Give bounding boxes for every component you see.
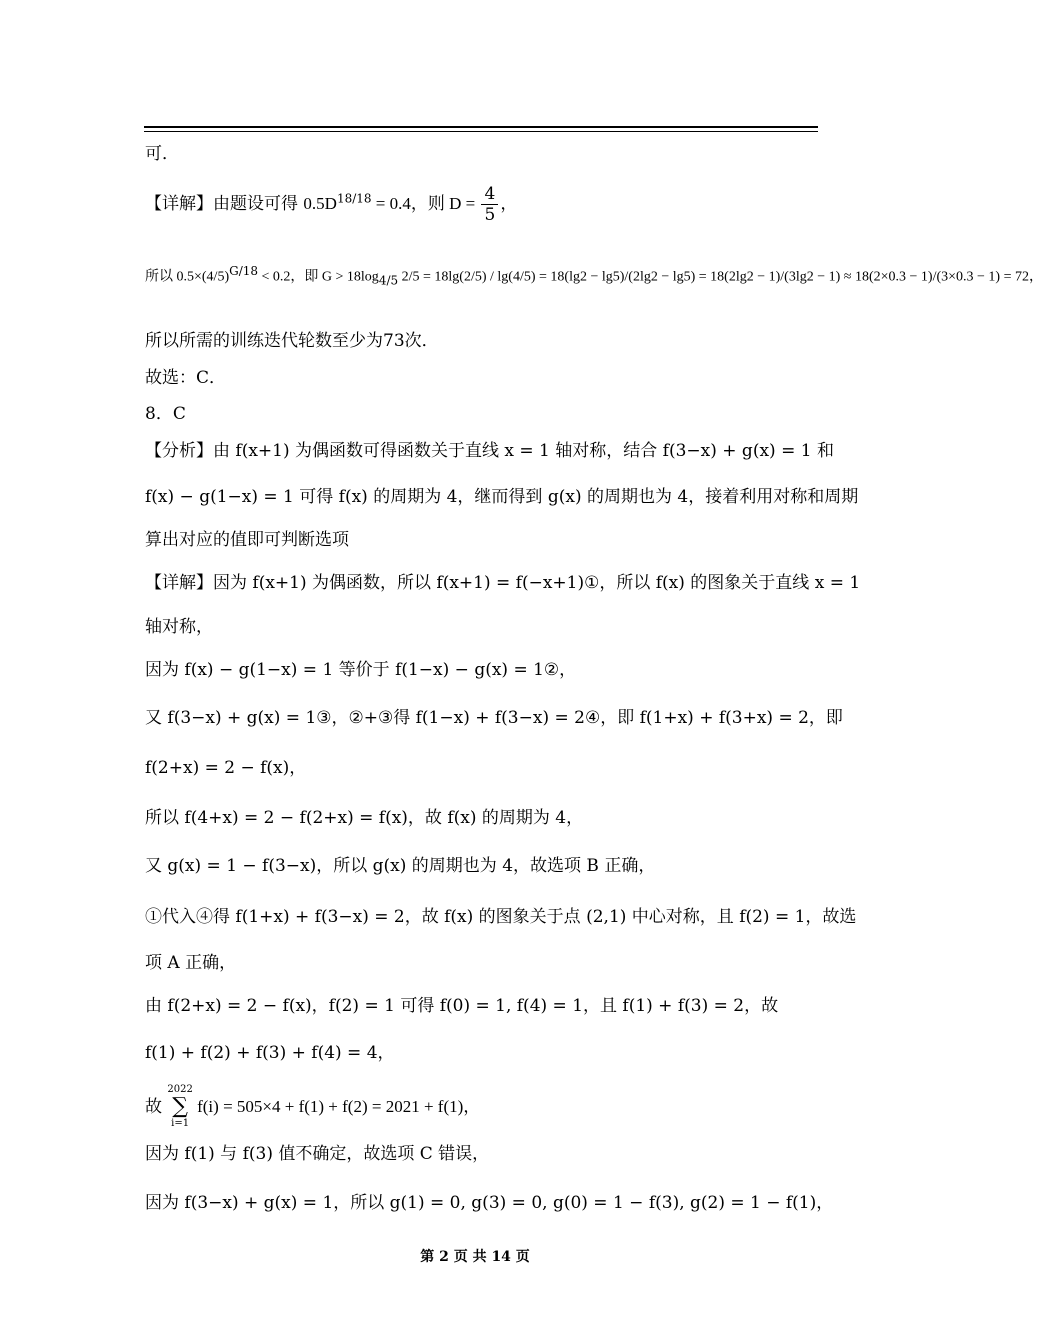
fraction bbox=[481, 184, 498, 225]
text-line: 因为 f(1) 与 f(3) 值不确定，故选项 C 错误， bbox=[145, 1144, 490, 1164]
math-span: 0.5D bbox=[303, 194, 337, 213]
math-span: 所以 0.5×(4/5) bbox=[145, 269, 230, 285]
text-line: 又 f(3−x) + g(x) = 1③，②+③得 f(1−x) + f(3−x) = 2④，即 f(1+x) + f(3+x) = 2，即 bbox=[145, 708, 843, 728]
math-superscript: G/18 bbox=[229, 264, 259, 278]
text-line: f(x) − g(1−x) = 1 可得 f(x) 的周期为 4，继而得到 g(x) 的周期也为 4，接着利用对称和周期 bbox=[145, 487, 859, 507]
text-line: 因为 f(x) − g(1−x) = 1 等价于 f(1−x) − g(x) = 1②， bbox=[145, 660, 577, 680]
text-line: 【详解】因为 f(x+1) 为偶函数，所以 f(x+1) = f(−x+1)①，所以 f(x) 的图象关于直线 x = 1 bbox=[145, 573, 861, 593]
text-line: 可． bbox=[145, 144, 179, 164]
fraction-numerator: 4 bbox=[481, 184, 498, 205]
text-line: 项 A 正确， bbox=[145, 953, 237, 973]
text-span: 【详解】由题设可得 bbox=[145, 194, 304, 214]
text-line bbox=[145, 1084, 480, 1130]
text-line: 8．C bbox=[145, 404, 186, 424]
sum-upper-limit: 2022 bbox=[167, 1084, 193, 1095]
text-line bbox=[145, 184, 517, 225]
header-rule-thick bbox=[144, 126, 818, 128]
header-rule-thin bbox=[144, 131, 818, 132]
text-span: ， bbox=[500, 194, 518, 214]
text-line: 又 g(x) = 1 − f(3−x)，所以 g(x) 的周期也为 4，故选项 B 正确， bbox=[145, 856, 656, 876]
text-span: 故 bbox=[145, 1097, 168, 1117]
text-line: f(1) + f(2) + f(3) + f(4) = 4， bbox=[145, 1043, 395, 1063]
math-superscript: 18/18 bbox=[336, 191, 372, 206]
summation bbox=[167, 1084, 192, 1130]
text-line: 所以 f(4+x) = 2 − f(2+x) = f(x)，故 f(x) 的周期为 4， bbox=[145, 808, 584, 828]
text-line: 因为 f(3−x) + g(x) = 1，所以 g(1) = 0, g(3) = 0, g(0) = 1 − f(3), g(2) = 1 − f(1)， bbox=[145, 1193, 834, 1213]
text-line: f(2+x) = 2 − f(x)， bbox=[145, 758, 307, 778]
sum-lower-limit: i=1 bbox=[171, 1118, 190, 1129]
math-span: f(i) = 505×4 + f(1) + f(2) = 2021 + f(1)， bbox=[192, 1097, 481, 1116]
text-line: 由 f(2+x) = 2 − f(x)，f(2) = 1 可得 f(0) = 1, f(4) = 1，且 f(1) + f(3) = 2，故 bbox=[145, 996, 779, 1016]
text-line: 算出对应的值即可判断选项 bbox=[145, 530, 349, 550]
text-line: 故选：C． bbox=[145, 368, 227, 388]
sum-symbol: ∑ bbox=[172, 1094, 188, 1119]
text-line: 轴对称， bbox=[145, 617, 213, 637]
text-line: ①代入④得 f(1+x) + f(3−x) = 2，故 f(x) 的图象关于点 (2,1) 中心对称，且 f(2) = 1，故选 bbox=[145, 907, 857, 927]
fraction-denominator: 5 bbox=[484, 205, 496, 225]
math-span: < 0.2，即 G > 18log bbox=[258, 269, 379, 285]
text-line: 【分析】由 f(x+1) 为偶函数可得函数关于直线 x = 1 轴对称，结合 f(3−x) + g(x) = 1 和 bbox=[145, 441, 834, 461]
page-footer: 第 2 页 共 14 页 bbox=[420, 1249, 530, 1265]
math-subscript: 4/5 bbox=[378, 273, 399, 288]
math-span: 2/5 = 18lg(2/5) / lg(4/5) = 18(lg2 − lg5)/(2lg2 − lg5) = 18(2lg2 − 1)/(3lg2 − 1) ≈ 18(2×0.3 − 1)/(3×0.3 − 1) = 72， bbox=[398, 269, 1043, 285]
text-line bbox=[145, 260, 1043, 291]
text-line: 所以所需的训练迭代轮数至少为73次． bbox=[145, 331, 439, 351]
math-span: = 0.4，则 D = bbox=[371, 194, 480, 213]
